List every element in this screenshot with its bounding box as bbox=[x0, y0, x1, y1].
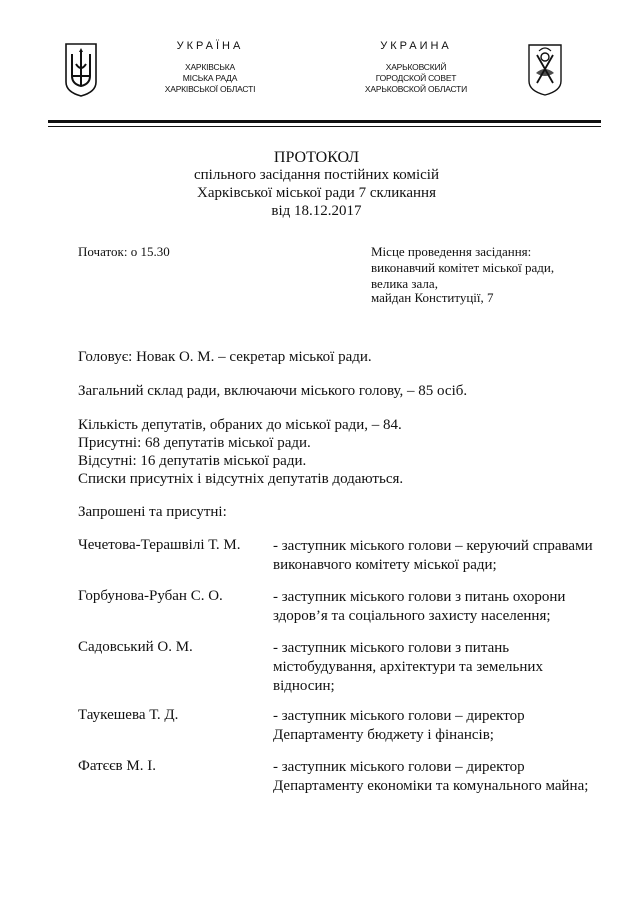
header-rule-thick bbox=[48, 120, 601, 123]
doc-date: від 18.12.2017 bbox=[271, 203, 362, 219]
attendee-role: - заступник міського голови – директор Департаменту економіки та комунального майна; bbox=[273, 759, 589, 794]
header-right-line2: ГОРОДСКОЙ СОВЕТ bbox=[375, 73, 457, 83]
place-line-4: майдан Конституції, 7 bbox=[371, 290, 494, 305]
absent-line: Відсутні: 16 депутатів міської ради. bbox=[78, 453, 307, 469]
total-line: Загальний склад ради, включаючи міського голову, – 85 осіб. bbox=[78, 383, 468, 399]
doc-title: ПРОТОКОЛ bbox=[273, 149, 360, 166]
header-rule-thin bbox=[48, 126, 601, 127]
place-line-1: Місце проведення засідання: bbox=[371, 244, 532, 259]
chair-line: Головує: Новак О. М. – секретар міської ради. bbox=[78, 349, 372, 365]
header-right-country: УКРАИНА bbox=[380, 40, 452, 52]
doc-subtitle-1: спільного засідання постійних комісій bbox=[193, 167, 439, 183]
trident-emblem-icon bbox=[64, 42, 98, 98]
attendee-name: Садовський О. М. bbox=[78, 639, 193, 655]
start-time: Початок: о 15.30 bbox=[78, 244, 170, 259]
header-left-line1: ХАРКІВСЬКА bbox=[184, 62, 236, 72]
lists-line: Списки присутніх і відсутніх депутатів додаються. bbox=[78, 471, 404, 487]
header-left-line2: МІСЬКА РАДА bbox=[182, 73, 238, 83]
attendee-name: Горбунова-Рубан С. О. bbox=[78, 588, 223, 604]
header-right-line3: ХАРЬКОВСКОЙ ОБЛАСТИ bbox=[364, 84, 468, 94]
place-line-2: виконавчий комітет міської ради, bbox=[371, 260, 555, 275]
header-right-line1: ХАРЬКОВСКИЙ bbox=[385, 62, 447, 72]
header-left-country: УКРАЇНА bbox=[176, 40, 244, 52]
attendee-role: - заступник міського голови – директор Департаменту бюджету і фінансів; bbox=[273, 708, 525, 743]
invited-heading: Запрошені та присутні: bbox=[78, 504, 227, 520]
attendee-name: Таукешева Т. Д. bbox=[78, 707, 179, 723]
attendee-role: - заступник міського голови з питань містобудування, архітектури та земельних відносин; bbox=[273, 640, 543, 694]
attendee-name: Фатєєв М. І. bbox=[78, 758, 156, 774]
attendee-role: - заступник міського голови – керуючий справами виконавчого комітету міської ради; bbox=[273, 538, 593, 573]
present-line: Присутні: 68 депутатів міської ради. bbox=[78, 435, 311, 451]
kharkiv-coat-of-arms-icon bbox=[527, 43, 563, 97]
doc-subtitle-2: Харківської міської ради 7 скликання bbox=[197, 185, 436, 201]
attendee-name: Чечетова-Терашвілі Т. М. bbox=[78, 537, 241, 553]
place-line-3: велика зала, bbox=[371, 276, 438, 291]
attendee-role: - заступник міського голови з питань охорони здоров’я та соціального захисту населення; bbox=[273, 589, 566, 624]
header-left-line3: ХАРКІВСЬКОЇ ОБЛАСТІ bbox=[164, 84, 256, 94]
elected-line: Кількість депутатів, обраних до міської ради, – 84. bbox=[78, 417, 402, 433]
